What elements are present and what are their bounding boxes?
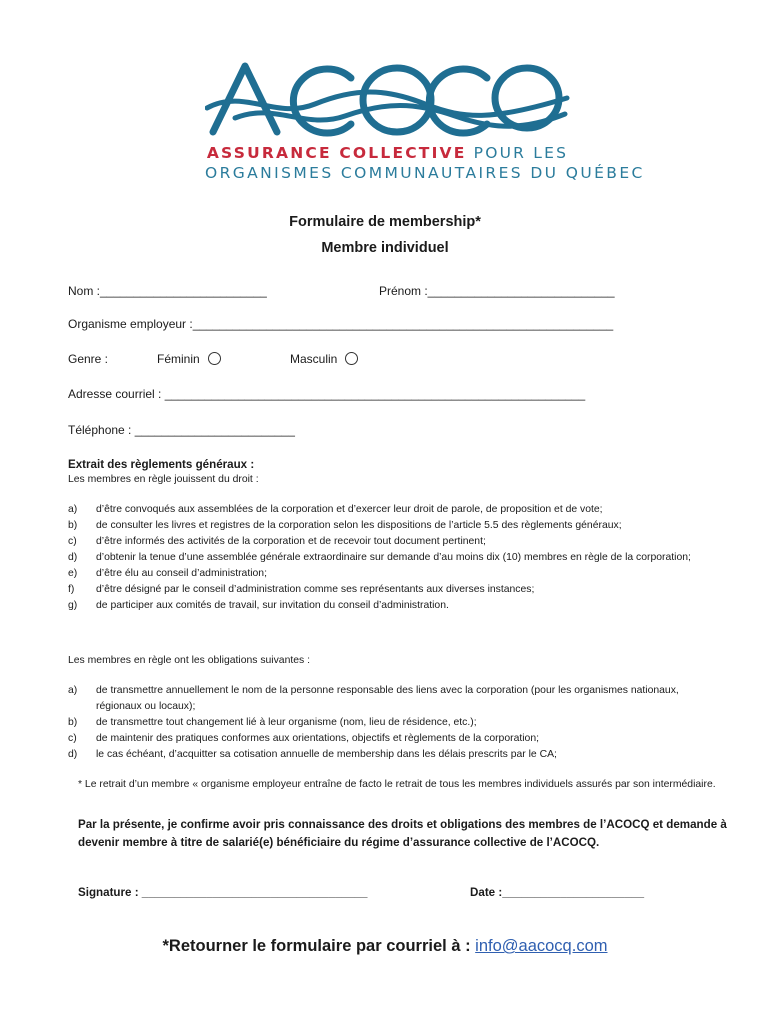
signature-field[interactable]: Signature : ___________________________________ [78,886,368,899]
list-text: de maintenir des pratiques conformes aux orientations, objectifs et règlements de la corporation; [96,733,539,744]
list-marker: d) [68,552,78,563]
membership-note: * Le retrait d’un membre « organisme employeur entraîne de facto le retrait de tous les membres individuels assurés par son intermédiaire. [78,779,716,790]
acocq-logo [205,58,645,188]
obligations-intro: Les membres en règle ont les obligations suivantes : [68,655,311,666]
list-marker: a) [68,504,78,515]
feminin-option[interactable] [157,352,221,366]
form-title: Formulaire de membership* [289,214,481,230]
email-link[interactable]: info@aacocq.com [475,937,608,955]
feminin-radio[interactable] [208,352,221,365]
list-item [68,731,708,747]
return-text: *Retourner le formulaire par courriel à : [162,937,471,955]
masculin-option[interactable] [290,352,358,366]
rights-heading: Extrait des règlements généraux : [68,458,255,471]
rights-intro: Les membres en règle jouissent du droit : [68,474,259,485]
logo-tagline-2: ORGANISMES COMMUNAUTAIRES DU QUÉBEC [205,164,645,182]
list-marker: a) [68,685,78,696]
list-text: de participer aux comités de travail, sur invitation du conseil d’administration. [96,600,449,611]
organisme-employeur-field[interactable]: Organisme employeur :_______________________________________________________________ [68,317,614,331]
list-item [68,534,708,550]
masculin-radio[interactable] [345,352,358,365]
list-text: de transmettre annuellement le nom de la personne responsable des liens avec la corporation (pour les organismes nationaux, régionaux ou locaux); [96,685,679,712]
list-item [68,502,708,518]
list-text: d’être désigné par le conseil d’administration comme ses représentants aux diverses instances; [96,584,535,595]
nom-field[interactable]: Nom :_________________________ [68,284,267,298]
list-item [68,518,708,534]
date-field[interactable]: Date :______________________ [470,886,645,899]
feminin-label: Féminin [157,352,200,366]
list-text: d’obtenir la tenue d’une assemblée générale extraordinaire sur demande d’au moins dix (10) membres en règle de la corporation; [96,552,691,563]
rights-list [68,502,708,614]
list-marker: f) [68,584,75,595]
list-item [68,715,708,731]
list-marker: b) [68,520,78,531]
list-item [68,683,708,715]
list-item [68,598,708,614]
form-subtitle: Membre individuel [321,240,449,256]
list-text: d’être convoqués aux assemblées de la corporation et d’exercer leur droit de parole, de proposition et de vote; [96,504,603,515]
masculin-label: Masculin [290,352,338,366]
list-marker: g) [68,600,78,611]
prenom-field[interactable]: Prénom :____________________________ [379,284,615,298]
list-marker: d) [68,749,78,760]
list-item [68,566,708,582]
list-text: le cas échéant, d’acquitter sa cotisation annuelle de membership dans les délais prescrits par le CA; [96,749,557,760]
return-instructions [0,937,770,956]
list-item [68,747,708,763]
telephone-field[interactable]: Téléphone : ________________________ [68,423,295,437]
courriel-field[interactable]: Adresse courriel : _______________________________________________________________ [68,387,586,401]
genre-label: Genre : [68,352,109,366]
logo-tagline-blue: POUR LES [473,144,569,162]
logo-tagline-red: ASSURANCE COLLECTIVE [206,144,467,162]
list-text: de consulter les livres et registres de la corporation selon les dispositions de l’article 5.5 des règlements généraux; [96,520,622,531]
obligations-list [68,683,708,763]
list-item [68,550,708,566]
logo-tagline-1 [205,144,570,162]
list-text: d’être élu au conseil d’administration; [96,568,267,579]
confirmation-statement: Par la présente, je confirme avoir pris connaissance des droits et obligations des membres de l’ACOCQ et demande à devenir membre à titre de salarié(e) bénéficiaire du régime d’assurance collective de l’ACOCQ. [78,818,727,849]
list-text: de transmettre tout changement lié à leur organisme (nom, lieu de résidence, etc.); [96,717,477,728]
list-marker: c) [68,536,77,547]
acocq-wordmark-icon [205,58,570,138]
list-marker: b) [68,717,78,728]
list-marker: e) [68,568,78,579]
list-text: d’être informés des activités de la corporation et de recevoir tout document pertinent; [96,536,486,547]
list-item [68,582,708,598]
list-marker: c) [68,733,77,744]
